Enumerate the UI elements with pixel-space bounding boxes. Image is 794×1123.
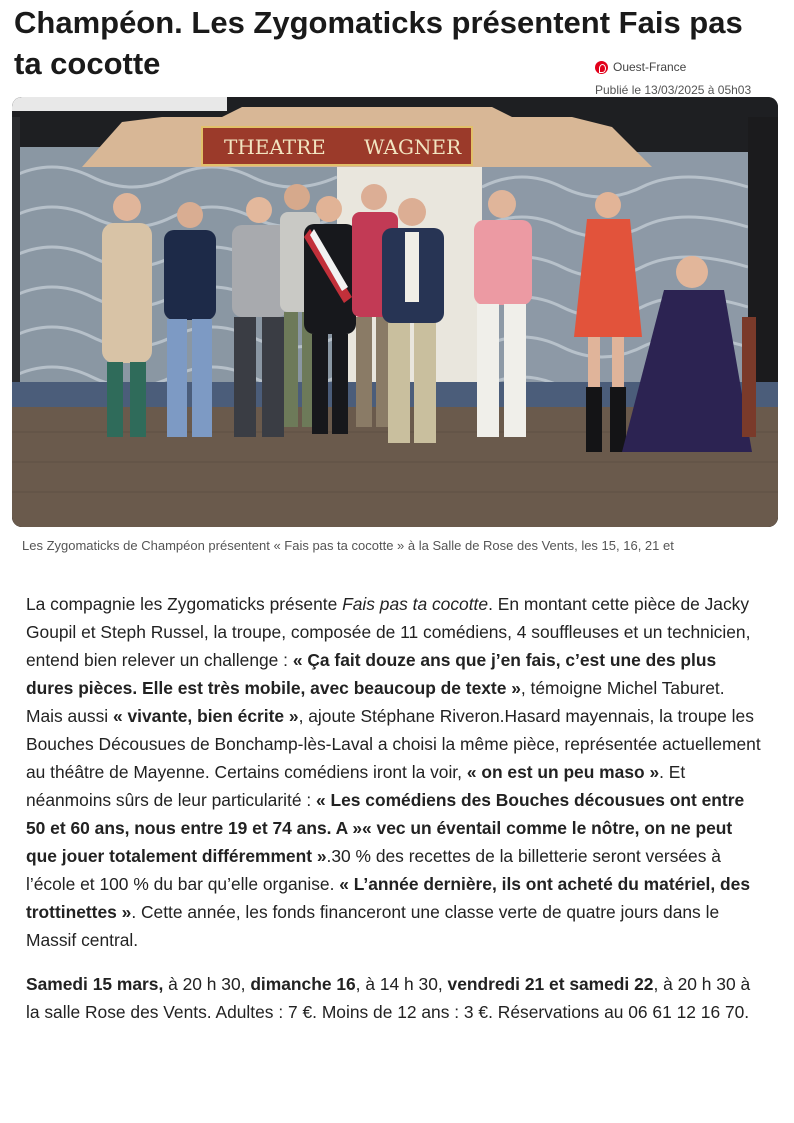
p2-text-2: à 20 h 30,: [163, 974, 251, 994]
quote-riveron: « vivante, bien écrite »: [112, 706, 299, 726]
play-title: Fais pas ta cocotte: [342, 594, 489, 614]
paragraph-1: [26, 590, 761, 954]
p1-text-13: . Cette année, les fonds financeront une classe verte de quatre jours dans le Massif central.: [26, 902, 720, 950]
date-samedi: Samedi 15 mars,: [26, 974, 164, 994]
quote-maso: « on est un peu maso »: [466, 762, 660, 782]
date-dimanche: dimanche 16: [250, 974, 356, 994]
theatre-sign-right: WAGNER: [364, 135, 462, 159]
article-title: Champéon. Les Zygomaticks présentent Fais pas ta cocotte: [14, 5, 743, 81]
p1-text-1: La compagnie les Zygomaticks présente: [26, 594, 343, 614]
ouest-france-logo-icon: [595, 61, 608, 74]
p1-text-5: , témoigne Michel Taburet. Mais aussi: [26, 678, 725, 726]
quote-taburet: « Ça fait douze ans que j’en fais, c’est une des plus dures pièces. Elle est très mobile, avec beaucoup de texte »: [26, 650, 717, 698]
quote-ages: « Les comédiens des Bouches décousues ont entre 50 et 60 ans, nous entre 19 et 74 ans. A »« vec un éventail comme le nôtre, on ne peut que jouer totalement différemment »: [26, 790, 745, 866]
p1-text-9: . Et néanmoins sûrs de leur particularité :: [26, 762, 686, 810]
date-vendredi-samedi: vendredi 21 et samedi 22: [447, 974, 654, 994]
p2-text-6: , à 20 h 30 à la salle Rose des Vents. Adultes : 7 €. Moins de 12 ans : 3 €. Réservations au 06 61 12 16 70.: [26, 974, 751, 1022]
source-badge[interactable]: [595, 60, 686, 74]
quote-trottinettes: « L’année dernière, ils ont acheté du matériel, des trottinettes »: [26, 874, 751, 922]
paragraph-2: [26, 970, 761, 1026]
article-photo: [12, 97, 778, 527]
photo-caption: Les Zygomaticks de Champéon présentent « Fais pas ta cocotte » à la Salle de Rose des Vents, les 15, 16, 21 et: [22, 538, 674, 553]
theatre-sign-left: THEATRE: [224, 135, 326, 159]
publish-date: Publié le 13/03/2025 à 05h03: [595, 83, 752, 97]
p1-text-3: . En montant cette pièce de Jacky Goupil et Steph Russel, la troupe, composée de 11 comédiens, 4 souffleuses et un technicien, entend bien relever un challenge :: [26, 594, 751, 670]
p1-text-11: .30 % des recettes de la billetterie seront versées à l’école et 100 % du bar qu’elle organise.: [26, 846, 721, 894]
article-body: [26, 590, 761, 1026]
p1-text-7: , ajoute Stéphane Riveron.Hasard mayennais, la troupe les Bouches Décousues de Bonchamp-lès-Laval a choisi la même pièce, représentée actuellement au théâtre de Mayenne. Certains comédiens iront la voir,: [26, 706, 761, 782]
p2-text-4: , à 14 h 30,: [355, 974, 448, 994]
source-name: Ouest-France: [613, 60, 687, 74]
